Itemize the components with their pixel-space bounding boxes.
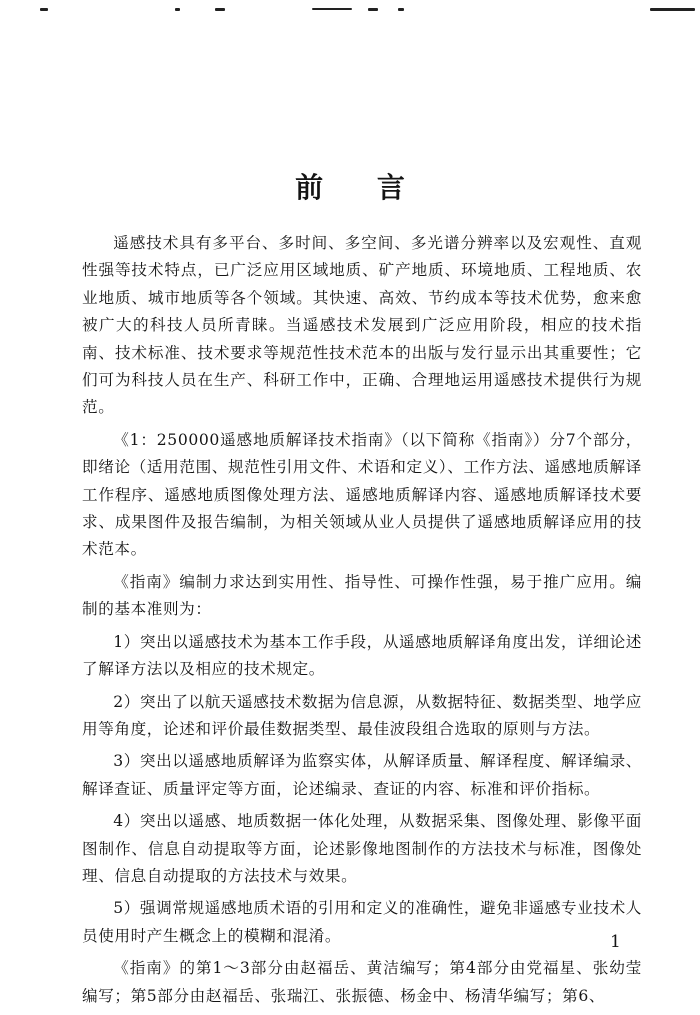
page-title: 前 言 <box>295 171 427 204</box>
paragraph: 《指南》编制力求达到实用性、指导性、可操作性强，易于推广应用。编制的基本准则为： <box>82 572 642 619</box>
paragraph: 《1：250000遥感地质解译技术指南》（以下简称《指南》）分7个部分，即绪论（适用范围、规范性引用文件、术语和定义）、工作方法、遥感地质解译工作程序、遥感地质图像处理方法、遥感地质解译内容、遥感地质解译技术要求、成果图件及报告编制，为相关领域从业人员提供了遥感地质解译应用的技术范本。 <box>82 430 642 559</box>
paragraph: 《指南》的第1～3部分由赵福岳、黄洁编写；第4部分由党福星、张幼莹编写；第5部分由赵福岳、张瑞江、张振德、杨金中、杨清华编写；第6、 <box>82 959 642 1005</box>
list-item: 5）强调常规遥感地质术语的引用和定义的准确性，避免非遥感专业技术人员使用时产生概念上的模糊和混淆。 <box>82 899 642 945</box>
scan-edge-marks <box>0 0 700 20</box>
list-item: 1）突出以遥感技术为基本工作手段，从遥感地质解译角度出发，详细论述了解译方法以及相应的技术规定。 <box>82 632 642 679</box>
body-text <box>82 230 642 1015</box>
list-item: 4）突出以遥感、地质数据一体化处理，从数据采集、图像处理、影像平面图制作、信息自动提取等方面，论述影像地图制作的方法技术与标准，图像处理、信息自动提取的方法技术与效果。 <box>82 812 642 885</box>
page-number: 1 <box>610 932 621 952</box>
list-item: 2）突出了以航天遥感技术数据为信息源，从数据特征、数据类型、地学应用等角度，论述和评价最佳数据类型、最佳波段组合选取的原则与方法。 <box>82 692 642 738</box>
paragraph: 遥感技术具有多平台、多时间、多空间、多光谱分辨率以及宏观性、直观性强等技术特点，已广泛应用区域地质、矿产地质、环境地质、工程地质、农业地质、城市地质等各个领域。其快速、高效、节约成本等技术优势，愈来愈被广大的科技人员所青睐。当遥感技术发展到广泛应用阶段，相应的技术指南、技术标准、技术要求等规范性技术范本的出版与发行显示出其重要性；它们可为科技人员在生产、科研工作中，正确、合理地运用遥感技术提供行为规范。 <box>82 234 642 417</box>
list-item: 3）突出以遥感地质解译为监察实体，从解译质量、解译程度、解译编录、解译查证、质量评定等方面，论述编录、查证的内容、标准和评价指标。 <box>82 752 642 798</box>
